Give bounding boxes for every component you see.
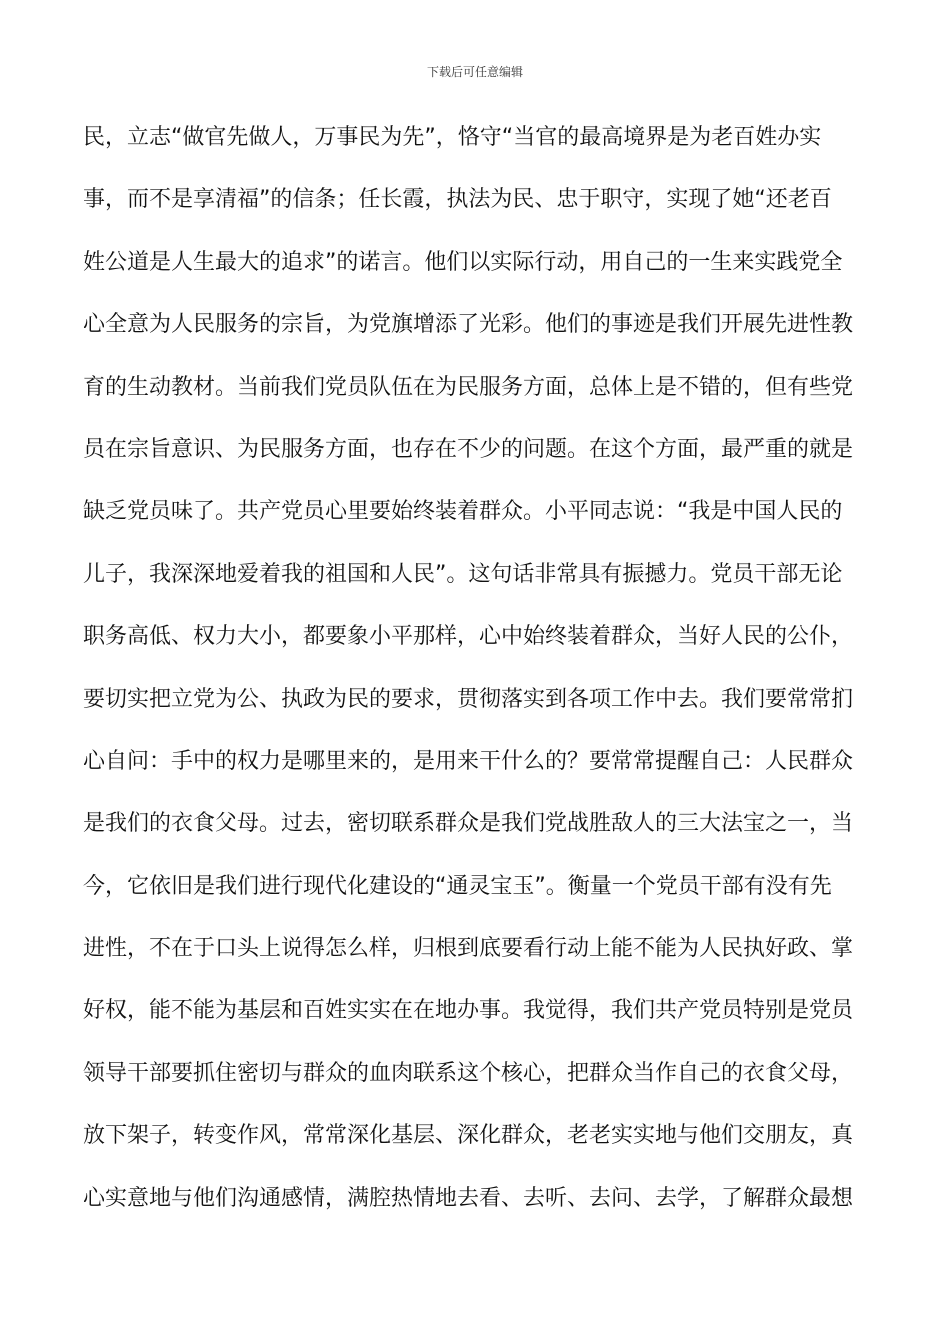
text-line: 今，它依旧是我们进行现代化建设的“通灵宝玉”。衡量一个党员干部有没有先: [83, 873, 832, 899]
text-line: 要切实把立党为公、执政为民的要求，贯彻落实到各项工作中去。我们要常常扪: [83, 686, 854, 712]
text-line: 员在宗旨意识、为民服务方面，也存在不少的问题。在这个方面，最严重的就是: [83, 436, 854, 462]
text-line: 心全意为人民服务的宗旨，为党旗增添了光彩。他们的事迹是我们开展先进性教: [83, 312, 854, 338]
text-line: 育的生动教材。当前我们党员队伍在为民服务方面，总体上是不错的，但有些党: [83, 374, 854, 400]
text-line: 儿子，我深深地爱着我的祖国和人民”。这句话非常具有振撼力。党员干部无论: [83, 561, 843, 587]
text-line: 姓公道是人生最大的追求”的诺言。他们以实际行动，用自己的一生来实践党全: [83, 249, 843, 275]
text-line: 心实意地与他们沟通感情，满腔热情地去看、去听、去问、去学，了解群众最想: [83, 1185, 854, 1211]
text-line: 事，而不是享清福”的信条；任长霞，执法为民、忠于职守，实现了她“还老百: [83, 187, 832, 213]
text-line: 好权，能不能为基层和百姓实实在在地办事。我觉得，我们共产党员特别是党员: [83, 998, 854, 1024]
text-line: 职务高低、权力大小，都要象小平那样，心中始终装着群众，当好人民的公仆，: [83, 624, 854, 650]
header-note: 下载后可任意编辑: [426, 65, 523, 79]
text-line: 放下架子，转变作风，常常深化基层、深化群众，老老实实地与他们交朋友，真: [83, 1123, 854, 1149]
body-text: [83, 112, 873, 1235]
text-line: 民，立志“做官先做人，万事民为先”，恪守“当官的最高境界是为老百姓办实: [83, 125, 822, 150]
text-line: 进性，不在于口头上说得怎么样，归根到底要看行动上能不能为人民执好政、掌: [83, 936, 854, 962]
text-line: 是我们的衣食父母。过去，密切联系群众是我们党战胜敌人的三大法宝之一，当: [83, 811, 854, 837]
text-line: 缺乏党员味了。共产党员心里要始终装着群众。小平同志说：“我是中国人民的: [83, 499, 843, 525]
text-line: 心自问：手中的权力是哪里来的，是用来干什么的？要常常提醒自己：人民群众: [83, 748, 854, 774]
text-line: 领导干部要抓住密切与群众的血肉联系这个核心，把群众当作自己的衣食父母，: [83, 1060, 854, 1086]
